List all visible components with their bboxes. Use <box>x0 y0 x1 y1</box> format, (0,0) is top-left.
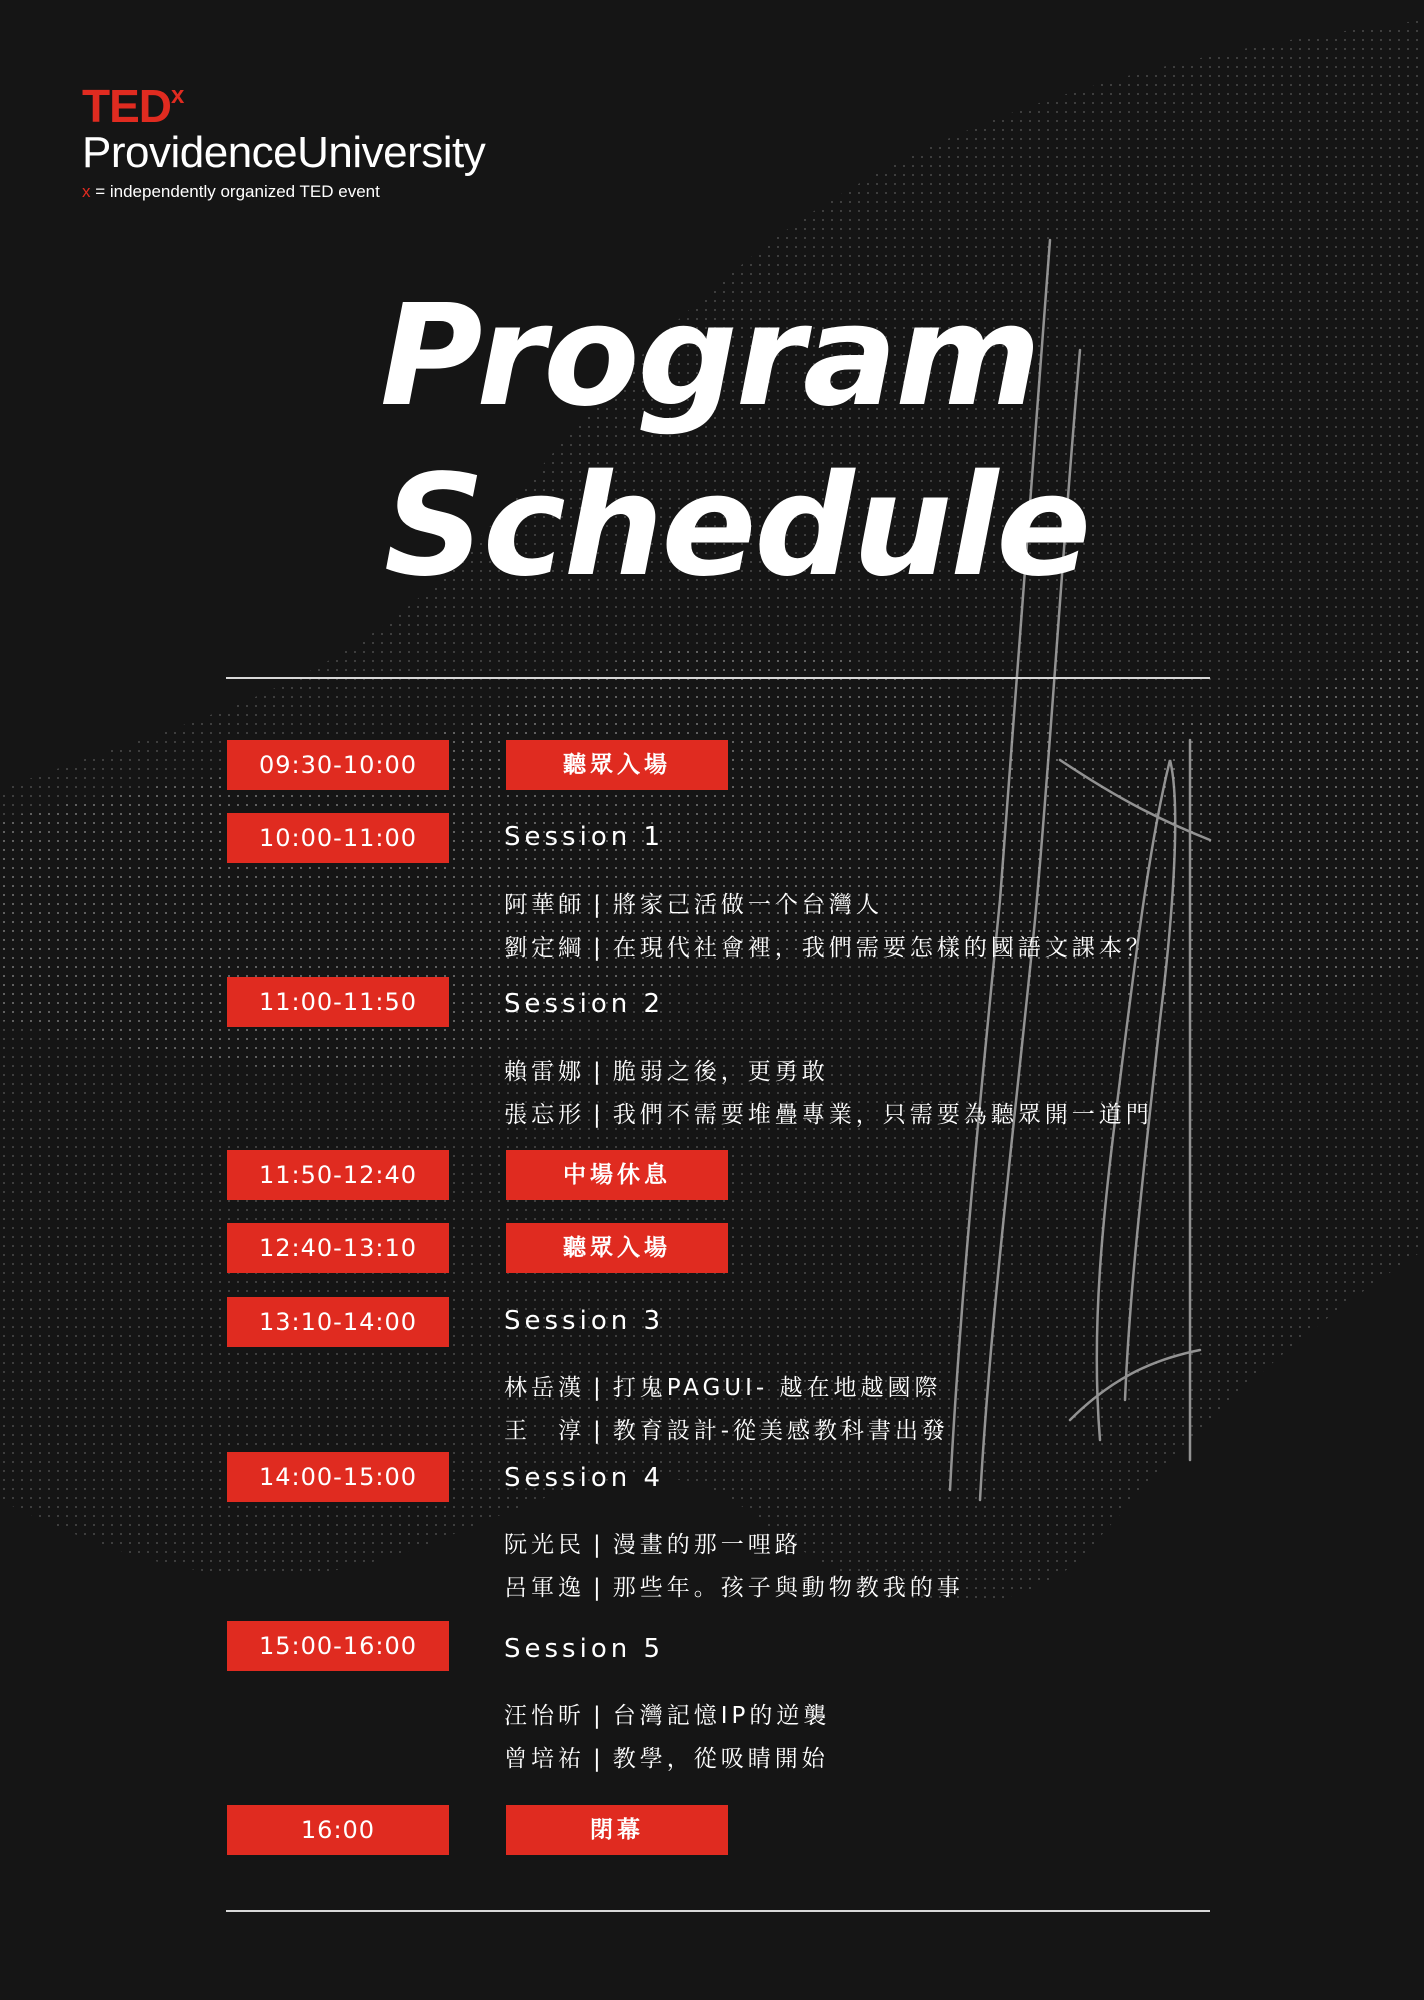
event-badge: 聽眾入場 <box>506 1223 728 1273</box>
time-slot: 15:00-16:00 <box>227 1621 449 1671</box>
session-heading: Session 4 <box>504 1463 665 1493</box>
event-badge: 聽眾入場 <box>506 740 728 790</box>
time-slot: 11:00-11:50 <box>227 977 449 1027</box>
session-heading: Session 1 <box>504 822 665 852</box>
title-line-2: Schedule <box>384 445 1090 608</box>
event-name: ProvidenceUniversity <box>82 128 486 177</box>
talk-item: 劉定綱 | 在現代社會裡，我們需要怎樣的國語文課本？ <box>504 935 1153 961</box>
talk-item: 阿華師 | 將家己活做一个台灣人 <box>504 892 883 918</box>
talk-item: 王 淳 | 教育設計-從美感教科書出發 <box>504 1418 950 1444</box>
time-slot: 11:50-12:40 <box>227 1150 449 1200</box>
talk-item: 張忘形 | 我們不需要堆疊專業，只需要為聽眾開一道門 <box>504 1102 1153 1128</box>
time-slot: 10:00-11:00 <box>227 813 449 863</box>
time-slot: 12:40-13:10 <box>227 1223 449 1273</box>
ted-wordmark: TED$^x$ <box>82 80 184 132</box>
session-heading: Session 5 <box>504 1634 665 1664</box>
time-slot: 16:00 <box>227 1805 449 1855</box>
top-divider <box>226 677 1210 679</box>
time-slot: 14:00-15:00 <box>227 1452 449 1502</box>
talk-item: 呂軍逸 | 那些年。孩子與動物教我的事 <box>504 1575 964 1601</box>
talk-item: 阮光民 | 漫畫的那一哩路 <box>504 1532 802 1558</box>
time-slot: 13:10-14:00 <box>227 1297 449 1347</box>
event-badge: 閉幕 <box>506 1805 728 1855</box>
event-badge: 中場休息 <box>506 1150 728 1200</box>
talk-item: 林岳漢 | 打鬼PAGUI- 越在地越國際 <box>504 1375 942 1401</box>
tedx-logo <box>82 80 486 202</box>
talk-item: 賴雷娜 | 脆弱之後，更勇敢 <box>504 1059 829 1085</box>
bottom-divider <box>226 1910 1210 1912</box>
talk-item: 曾培祐 | 教學，從吸睛開始 <box>504 1746 829 1772</box>
title-line-1: Program <box>380 275 1040 438</box>
session-heading: Session 3 <box>504 1306 665 1336</box>
talk-item: 汪怡昕 | 台灣記憶IP的逆襲 <box>504 1703 831 1729</box>
session-heading: Session 2 <box>504 989 665 1019</box>
page-title <box>380 272 1090 612</box>
logo-tagline: x = independently organized TED event <box>82 182 380 201</box>
time-slot: 09:30-10:00 <box>227 740 449 790</box>
